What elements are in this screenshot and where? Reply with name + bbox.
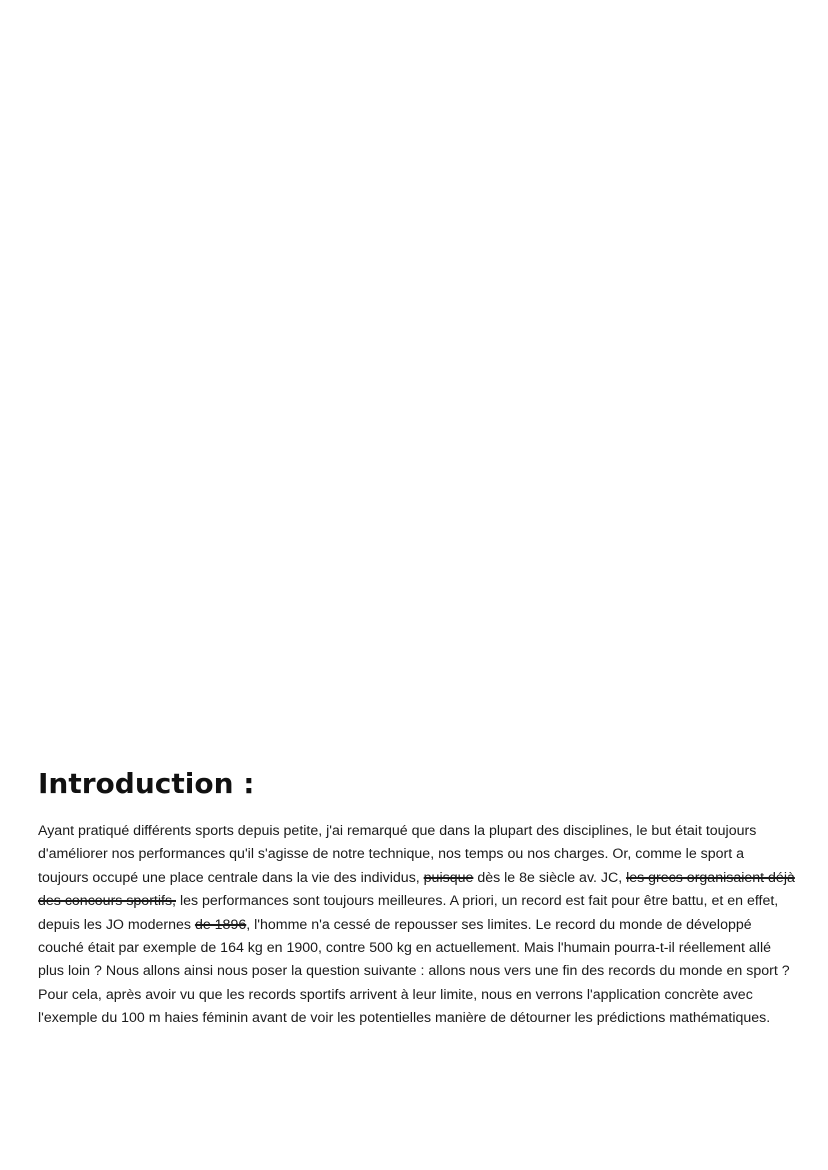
text-run: les performances sont toujours meilleures. A priori, un record est fait pour être battu, et en effet, [176,893,779,910]
paragraph-line-5 [38,914,798,937]
struck-text: les grecs organisaient déjà [626,869,795,886]
struck-text: de 1896 [194,916,247,933]
text-run: depuis les JO modernes [38,916,195,933]
introduction-paragraph [38,820,798,1031]
paragraph-line-4 [38,890,798,913]
page-title: Introduction : [38,767,255,800]
text-run: l'exemple du 100 m haies féminin avant de voir les potentielles manière de détourner les prédictions mathématiques. [38,1010,771,1027]
text-run: Pour cela, après avoir vu que les records sportifs arrivent à leur limite, nous en verrons l'application concrète avec [38,986,753,1003]
struck-text: des concours sportifs, [38,893,176,910]
paragraph-line-3 [38,867,798,890]
paragraph-line-9 [38,1007,798,1030]
text-run: Ayant pratiqué différents sports depuis petite, j'ai remarqué que dans la plupart des disciplines, le but était toujours [38,823,757,839]
text-run: d'améliorer nos performances qu'il s'agisse de notre technique, nos temps ou nos charges. Or, comme le sport a [38,846,745,863]
paragraph-line-2 [38,843,798,866]
paragraph-line-1 [38,820,798,843]
text-run: dès le 8e siècle av. JC, [473,869,627,886]
paragraph-line-7 [38,960,798,983]
paragraph-line-6 [38,937,798,960]
text-run: toujours occupé une place centrale dans la vie des individus, [38,869,424,886]
text-run: , l'homme n'a cessé de repousser ses limites. Le record du monde de développé [246,916,752,933]
paragraph-line-8 [38,984,798,1007]
text-run: plus loin ? Nous allons ainsi nous poser la question suivante : allons nous vers une fin des records du monde en sport ? [38,963,790,980]
struck-text: puisque [423,869,474,886]
text-run: couché était par exemple de 164 kg en 1900, contre 500 kg en actuellement. Mais l'humain pourra-t-il réellement allé [38,940,771,957]
